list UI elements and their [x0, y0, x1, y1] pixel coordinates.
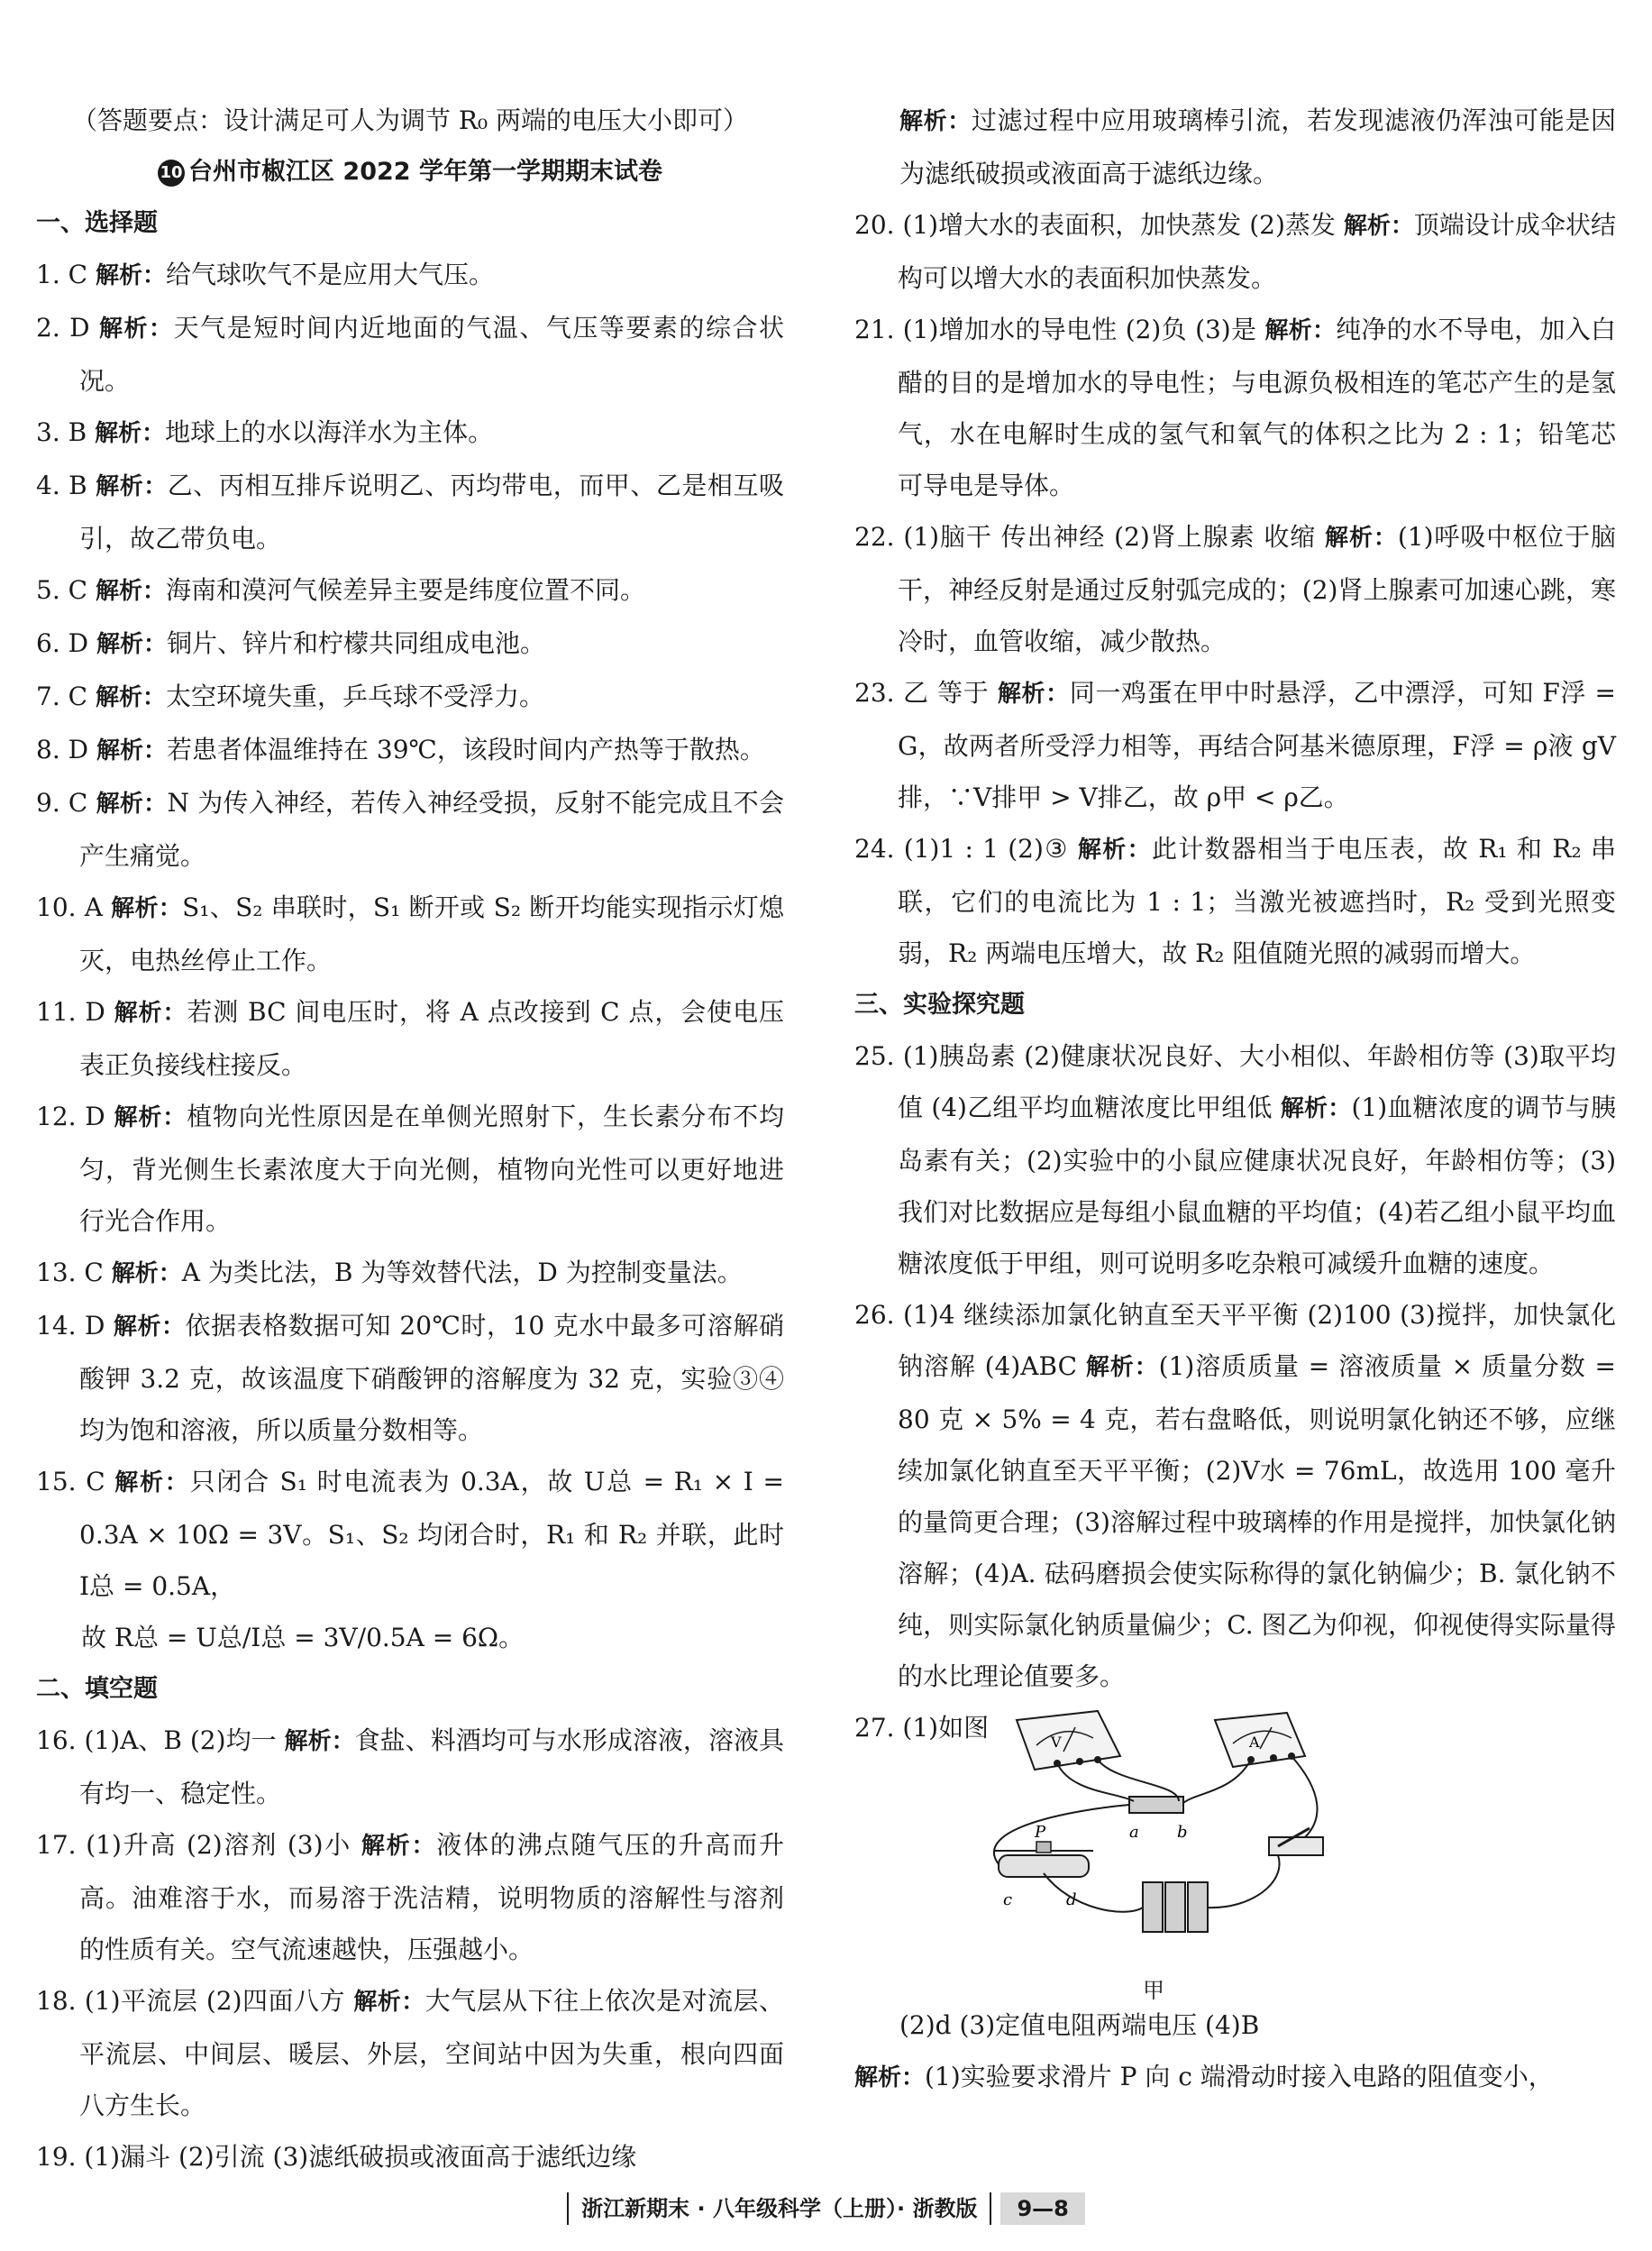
- answer-key: 15. C: [36, 1467, 115, 1496]
- answer-q27-parts: (2)d (3)定值电阻两端电压 (4)B: [899, 2010, 1260, 2040]
- analysis-label: 解析：: [111, 895, 183, 922]
- analysis-text: A 为类比法，B 为等效替代法，D 为控制变量法。: [181, 1258, 743, 1287]
- answer-q14: [36, 1300, 784, 1456]
- analysis-text: 纯净的水不导电，加入白醋的目的是增加水的导电性；与电源负极相连的笔芯产生的是氢气，水在电解时生成的氢气和氧气的体积之比为 2 : 1；铅笔芯可导电是导体。: [898, 315, 1616, 500]
- analysis-label: 解析：: [899, 108, 972, 135]
- section-heading-choice: 一、选择题: [36, 209, 158, 237]
- section-heading-experiment: 三、实验探究题: [854, 991, 1025, 1019]
- answer-key: 23. 乙 等于: [854, 678, 998, 708]
- answer-key: 18. (1)平流层 (2)四面八方: [36, 1986, 354, 2016]
- analysis-label: 解析：: [114, 1104, 187, 1131]
- analysis-label: 解析：: [1343, 213, 1414, 240]
- analysis-label: 解析：: [95, 420, 166, 447]
- answer-key: 22. (1)脑干 传出神经 (2)肾上腺素 收缩: [854, 522, 1326, 552]
- circuit-diagram: [963, 1702, 1359, 1972]
- section-heading-fill: 二、填空题: [36, 1675, 158, 1703]
- answer-q22: [854, 511, 1616, 667]
- answer-key: 24. (1)1 : 1 (2)③: [854, 834, 1078, 864]
- answer-q19-analysis: [854, 95, 1616, 199]
- answer-q13: [36, 1247, 784, 1300]
- left-column: [36, 95, 784, 2182]
- answer-q25: [854, 1030, 1616, 1289]
- analysis-label: 解析：: [1085, 1354, 1159, 1381]
- right-column: [854, 95, 1616, 2104]
- battery-icon: [1143, 1882, 1208, 1932]
- answer-q16: [36, 1715, 784, 1819]
- analysis-text: (1)溶质质量 = 溶液质量 × 质量分数 = 80 克 × 5% = 4 克，若右盘略低，则说明氯化钠还不够，应继续加氯化钠直至天平平衡；(2)V水 = 76mL，故选用 100 毫升的量筒更合理；(3)溶解过程中玻璃棒的作用是搅拌，加快氯化钠溶解；(4)A. 砝码磨损会使实际称得的氯化钠偏少；B. 氯化钠不纯，则实际氯化钠质量偏少；C. 图乙为仰视，仰视使得实际量得的水比理论值要多。: [898, 1351, 1616, 1691]
- analysis-label: 解析：: [95, 262, 166, 289]
- answer-q6: [36, 618, 784, 671]
- answer-key: 8. D: [36, 735, 96, 764]
- analysis-label: 解析：: [96, 631, 167, 658]
- answer-key: 21. (1)增加水的导电性 (2)负 (3)是: [854, 315, 1265, 344]
- analysis-text: N 为传入神经，若传入神经受损，反射不能完成且不会产生痛觉。: [79, 788, 784, 871]
- paper-title: 台州市椒江区 2022 学年第一学期期末试卷: [188, 158, 662, 186]
- analysis-text: 若测 BC 间电压时，将 A 点改接到 C 点，会使电压表正负接线柱接反。: [79, 997, 784, 1080]
- answer-key: 10. A: [36, 892, 112, 922]
- analysis-label: 解析：: [361, 1833, 437, 1860]
- answer-q21: [854, 304, 1616, 511]
- analysis-label: 解析：: [353, 1989, 425, 2016]
- answer-q17: [36, 1819, 784, 1975]
- fixed-resistor-icon: [1129, 1797, 1188, 1842]
- answer-q24: [854, 823, 1616, 979]
- analysis-text: 同一鸡蛋在甲中时悬浮，乙中漂浮，可知 F浮 = G，故两者所受浮力相等，再结合阿基米德原理，F浮 = ρ液 gV排，∵V排甲 > V排乙，故 ρ甲 < ρ乙。: [898, 678, 1616, 812]
- answer-q26: [854, 1289, 1616, 1702]
- answer-key: 7. C: [36, 682, 96, 711]
- answer-q4: [36, 460, 784, 564]
- page-footer: [0, 2192, 1652, 2228]
- analysis-text: 食盐、料酒均可与水形成溶液，溶液具有均一、稳定性。: [79, 1725, 784, 1808]
- answer-q15: [36, 1456, 784, 1612]
- slider-p-label: P: [1035, 1823, 1046, 1842]
- answer-key: 11. D: [36, 997, 114, 1027]
- analysis-text: 过滤过程中应用玻璃棒引流，若发现滤液仍浑浊可能是因为滤纸破损或液面高于滤纸边缘。: [899, 105, 1616, 188]
- analysis-label: 解析：: [284, 1728, 355, 1755]
- answer-key: 19. (1)漏斗 (2)引流 (3)滤纸破损或液面高于滤纸边缘: [36, 2142, 637, 2172]
- answer-q12: [36, 1091, 784, 1247]
- analysis-label: 解析：: [114, 1000, 187, 1027]
- analysis-label: 解析：: [96, 737, 167, 764]
- answer-key: 25. (1)胰岛素 (2)健康状况良好、大小相似、年龄相仿等 (3)取平均值 (4)乙组平均血糖浓度比甲组低: [854, 1041, 1616, 1122]
- answer-q1: [36, 249, 784, 302]
- analysis-text: 太空环境失重，乒乓球不受浮力。: [165, 682, 544, 711]
- analysis-label: 解析：: [1280, 1095, 1352, 1122]
- paper-title-line: [36, 146, 784, 197]
- analysis-text: (1)血糖浓度的调节与胰岛素有关；(2)实验中的小鼠应健康状况良好，年龄相仿等；(3)我们对比数据应是每组小鼠血糖的平均值；(4)若乙组小鼠平均血糖浓度低于甲组，则可说明多吃杂粮可减缓升血糖的速度。: [898, 1093, 1616, 1278]
- answer-key: 16. (1)A、B (2)均一: [36, 1725, 285, 1755]
- page-number: 9—8: [1000, 2192, 1084, 2225]
- analysis-label: 解析：: [1264, 317, 1337, 344]
- answer-note: （答题要点：设计满足可人为调节 R₀ 两端的电压大小即可）: [71, 105, 749, 135]
- answer-key: 17. (1)升高 (2)溶剂 (3)小: [36, 1830, 361, 1860]
- analysis-label: 解析：: [114, 1469, 190, 1496]
- analysis-label: 解析：: [96, 791, 168, 818]
- analysis-text: 依据表格数据可知 20℃时，10 克水中最多可溶解硝酸钾 3.2 克，故该温度下硝酸钾的溶解度为 32 克，实验③④均为饱和溶液，所以质量分数相等。: [79, 1311, 784, 1445]
- analysis-text: 天气是短时间内近地面的气温、气压等要素的综合状况。: [79, 313, 784, 396]
- q27-figure-block: [854, 1702, 1616, 2003]
- analysis-text: (1)呼吸中枢位于脑干，神经反射是通过反射弧完成的；(2)肾上腺素可加速心跳，寒冷时，血管收缩，减少散热。: [898, 522, 1616, 656]
- analysis-text: 若患者体温维持在 39℃，该段时间内产热等于散热。: [166, 735, 765, 764]
- analysis-text: 大气层从下往上依次是对流层、平流层、中间层、暖层、外层，空间站中因为失重，根向四面八方生长。: [79, 1986, 784, 2120]
- analysis-label: 解析：: [95, 578, 166, 605]
- ammeter-icon: [1215, 1713, 1305, 1767]
- answer-q23: [854, 667, 1616, 823]
- analysis-text: 铜片、锌片和柠檬共同组成电池。: [166, 628, 545, 658]
- answer-q18: [36, 1975, 784, 2131]
- answer-key: 20. (1)增大水的表面积，加快蒸发 (2)蒸发: [854, 210, 1344, 240]
- analysis-text: 液体的沸点随气压的升高而升高。油难溶于水，而易溶于洗洁精，说明物质的溶解性与溶剂的性质有关。空气流速越快，压强越小。: [79, 1830, 784, 1964]
- analysis-text: 顶端设计成伞状结构可以增大水的表面积加快蒸发。: [898, 210, 1616, 293]
- answer-q3: [36, 407, 784, 460]
- analysis-text: 植物向光性原因是在单侧光照射下，生长素分布不均匀，背光侧生长素浓度大于向光侧，植物向光性可以更好地进行光合作用。: [79, 1102, 784, 1236]
- analysis-label: 解析：: [95, 684, 166, 711]
- terminal-a-label: a: [1129, 1823, 1139, 1842]
- analysis-label: 解析：: [1325, 525, 1398, 552]
- terminal-c-label: c: [1003, 1890, 1013, 1909]
- analysis-text: 地球上的水以海洋水为主体。: [165, 417, 494, 447]
- answer-key: 14. D: [36, 1311, 114, 1341]
- answer-key: 2. D: [36, 313, 100, 343]
- analysis-text: 给气球吹气不是应用大气压。: [165, 260, 494, 289]
- answer-key: 26. (1)4 继续添加氯化钠直至天平平衡 (2)100 (3)搅拌，加快氯化钠溶解 (4)ABC: [854, 1300, 1616, 1381]
- answer-key: 9. C: [36, 788, 96, 818]
- analysis-label: 解析：: [997, 681, 1070, 708]
- answer-q11: [36, 986, 784, 1091]
- figure-caption: 甲: [1143, 1978, 1164, 2003]
- analysis-label: 解析：: [113, 1313, 186, 1341]
- switch-icon: [1269, 1828, 1323, 1855]
- terminal-b-label: b: [1177, 1823, 1188, 1842]
- answer-key: 5. C: [36, 575, 96, 605]
- analysis-text: 海南和漠河气候差异主要是纬度位置不同。: [165, 575, 645, 605]
- analysis-label: 解析：: [111, 1260, 182, 1287]
- analysis-label: 解析：: [854, 2064, 926, 2091]
- answer-q20: [854, 199, 1616, 304]
- answer-q19: [36, 2131, 784, 2182]
- answer-q2: [36, 302, 784, 407]
- answer-q15-formula: 故 R总 = U总/I总 = 3V/0.5A = 6Ω。: [81, 1623, 525, 1652]
- answer-key: 1. C: [36, 260, 96, 289]
- analysis-label: 解析：: [1077, 837, 1152, 864]
- answer-key: 13. C: [36, 1258, 112, 1287]
- analysis-text: 此计数器相当于电压表，故 R₁ 和 R₂ 串联，它们的电流比为 1 : 1；当激光被遮挡时，R₂ 受到光照变弱，R₂ 两端电压增大，故 R₂ 阻值随光照的减弱而增大。: [898, 834, 1616, 968]
- answer-q5: [36, 564, 784, 618]
- answer-q9: [36, 777, 784, 882]
- footer-title: 浙江新期末 · 八年级科学（上册）· 浙教版: [567, 2192, 991, 2225]
- rheostat-icon: [994, 1823, 1093, 1909]
- answer-key: 3. B: [36, 417, 96, 447]
- analysis-text: 乙、丙相互排斥说明乙、丙均带电，而甲、乙是相互吸引，故乙带负电。: [79, 471, 784, 554]
- analysis-text: (1)实验要求滑片 P 向 c 端滑动时接入电路的阻值变小，: [925, 2062, 1554, 2091]
- answer-q27-analysis: [854, 2051, 1616, 2104]
- analysis-label: 解析：: [96, 473, 168, 500]
- answer-key: 4. B: [36, 471, 96, 500]
- analysis-text: 只闭合 S₁ 时电流表为 0.3A，故 U总 = R₁ × I = 0.3A × 10Ω = 3V。S₁、S₂ 均闭合时，R₁ 和 R₂ 并联，此时 I总 = 0.5A，: [79, 1467, 784, 1601]
- ammeter-label: A: [1249, 1734, 1260, 1751]
- voltmeter-icon: [1017, 1711, 1120, 1770]
- answer-q7: [36, 671, 784, 724]
- analysis-label: 解析：: [99, 316, 174, 343]
- answer-key: 12. D: [36, 1102, 114, 1131]
- paper-number-badge: 10: [158, 160, 185, 187]
- answer-q8: [36, 724, 784, 777]
- voltmeter-label: V: [1051, 1734, 1062, 1751]
- answer-q10: [36, 882, 784, 986]
- answer-key: 6. D: [36, 628, 96, 658]
- terminal-d-label: d: [1066, 1890, 1077, 1909]
- answer-q27: 27. (1)如图: [854, 1713, 990, 1743]
- analysis-text: S₁、S₂ 串联时，S₁ 断开或 S₂ 断开均能实现指示灯熄灭，电热丝停止工作。: [79, 892, 784, 975]
